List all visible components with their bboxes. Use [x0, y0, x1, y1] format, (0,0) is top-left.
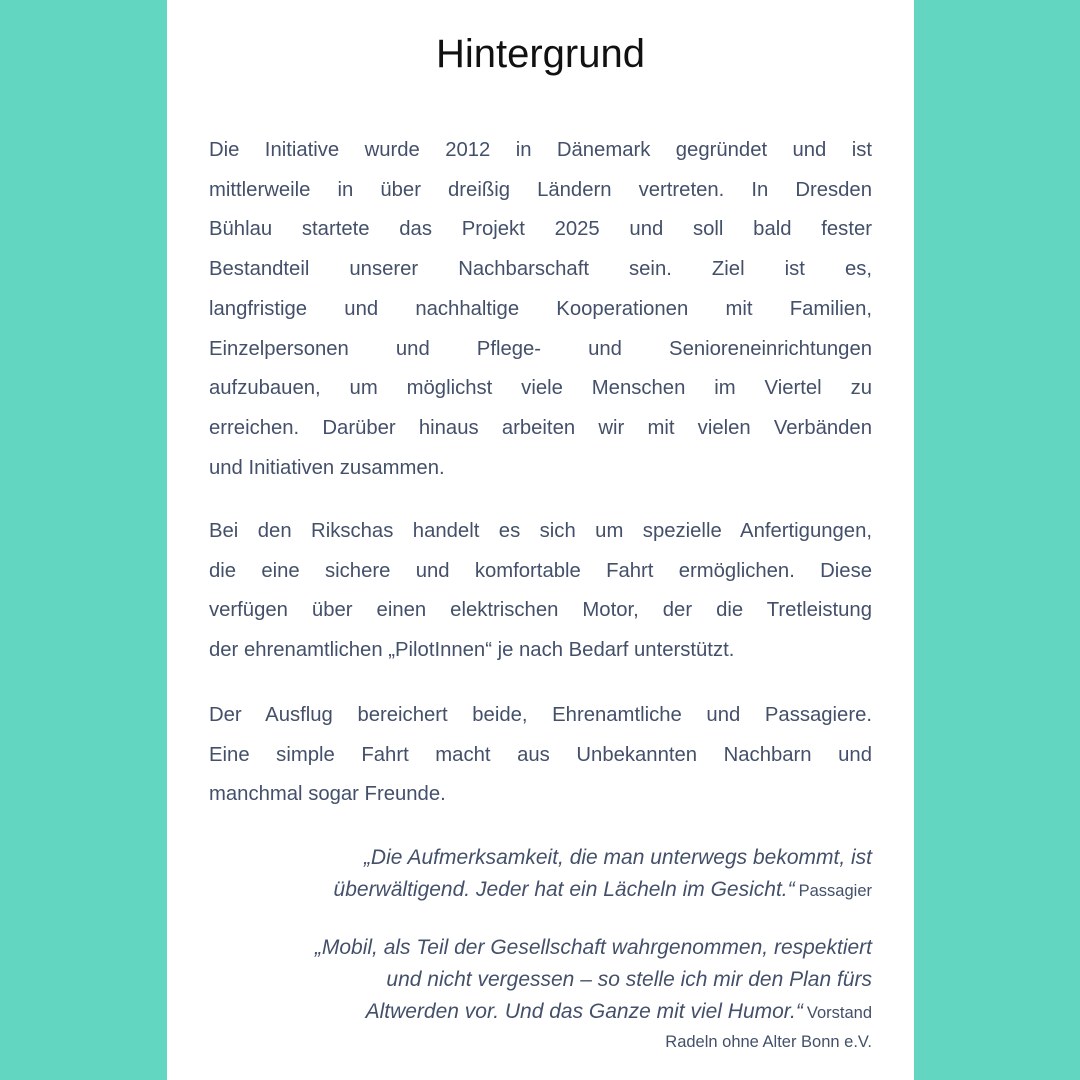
paragraph-line: verfügen über einen elektrischen Motor, der die Tretleistung — [209, 599, 872, 622]
paragraph-line: Bestandteil unserer Nachbarschaft sein. Ziel ist es, — [209, 258, 872, 281]
quote-line: „Mobil, als Teil der Gesellschaft wahrgenommen, respektiert — [314, 936, 872, 959]
quote-line: und nicht vergessen – so stelle ich mir den Plan fürs — [386, 968, 872, 991]
quote-attribution: Passagier — [798, 882, 872, 900]
quote-passenger — [209, 842, 872, 907]
paragraph-line: Der Ausflug bereichert beide, Ehrenamtliche und Passagiere. — [209, 704, 872, 726]
paragraph-line: die eine sichere und komfortable Fahrt ermöglichen. Diese — [209, 559, 872, 582]
document-page — [167, 0, 914, 1080]
paragraph-line: der ehrenamtlichen „PilotInnen“ je nach Bedarf unterstützt. — [209, 639, 735, 662]
paragraph-line: manchmal sogar Freunde. — [209, 783, 446, 806]
paragraph-ausflug — [209, 696, 872, 815]
paragraph-line: und Initiativen zusammen. — [209, 456, 445, 479]
quote-attribution: Vorstand — [806, 1004, 872, 1022]
paragraph-line: mittlerweile in über dreißig Ländern vertreten. In Dresden — [209, 178, 872, 201]
paragraph-line: Einzelpersonen und Pflege- und Senioreneinrichtungen — [209, 337, 872, 360]
paragraph-line: Die Initiative wurde 2012 in Dänemark gegründet und ist — [209, 139, 872, 161]
paragraph-line: Eine simple Fahrt macht aus Unbekannten Nachbarn und — [209, 743, 872, 766]
paragraph-rikschas — [209, 512, 872, 671]
quote-line: überwältigend. Jeder hat ein Lächeln im Gesicht.“ — [333, 878, 795, 901]
paragraph-line: aufzubauen, um möglichst viele Menschen im Viertel zu — [209, 377, 872, 400]
quote-organization: Radeln ohne Alter Bonn e.V. — [665, 1033, 872, 1051]
quote-line: „Die Aufmerksamkeit, die man unterwegs bekommt, ist — [363, 846, 872, 869]
page-title: Hintergrund — [435, 32, 645, 76]
paragraph-line: Bühlau startete das Projekt 2025 und soll bald fester — [209, 218, 872, 241]
quote-board — [209, 932, 872, 1055]
paragraph-initiative — [209, 131, 872, 488]
paragraph-line: erreichen. Darüber hinaus arbeiten wir mit vielen Verbänden — [209, 416, 872, 439]
quote-line: Altwerden vor. Und das Ganze mit viel Humor.“ — [365, 1000, 803, 1023]
paragraph-line: langfristige und nachhaltige Kooperationen mit Familien, — [209, 297, 872, 320]
paragraph-line: Bei den Rikschas handelt es sich um spezielle Anfertigungen, — [209, 520, 872, 542]
